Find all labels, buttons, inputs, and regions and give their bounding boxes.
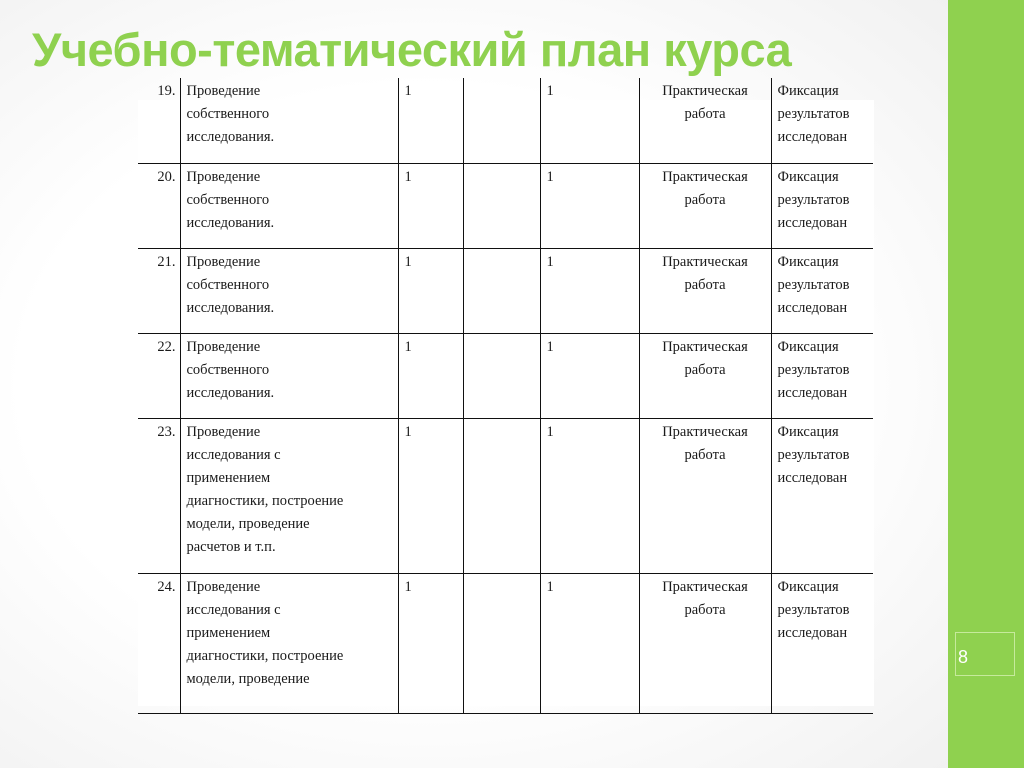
total-hours-cell [398,163,463,248]
form-line: Практическая [662,338,748,355]
topic-line: модели, проведение [186,670,310,687]
row-number-cell [138,248,180,333]
practice-value: 1 [546,578,554,595]
control-line: Фиксация [777,253,839,270]
practice-value: 1 [546,253,554,270]
total-value: 1 [404,578,412,595]
practice-value: 1 [546,168,554,185]
control-line: исследован [777,469,848,486]
plan-table-container [138,83,874,706]
lesson-form-cell [639,418,771,573]
topic-line: собственного [186,276,270,293]
topic-line: Проведение [186,83,261,99]
plan-table [138,78,873,714]
practice-value: 1 [546,83,554,99]
practice-value: 1 [546,423,554,440]
table-row [138,573,873,713]
num-value: 21. [157,253,176,270]
theory-hours-cell [463,573,540,713]
table-row [138,78,873,163]
control-line: результатов [777,106,850,122]
theory-hours-cell [463,78,540,163]
total-hours-cell [398,333,463,418]
topic-line: диагностики, построение [186,492,344,509]
topic-line: расчетов и т.п. [186,538,276,555]
topic-line: исследования. [186,299,275,316]
topic-line: применением [186,624,271,641]
total-hours-cell [398,248,463,333]
topic-line: исследования. [186,129,275,145]
lesson-form-cell [639,573,771,713]
topic-cell [180,78,398,163]
topic-cell [180,248,398,333]
control-line: исследован [777,299,848,316]
topic-line: исследования. [186,214,275,231]
control-line: Фиксация [777,338,839,355]
practice-hours-cell [540,78,639,163]
topic-cell [180,333,398,418]
num-value: 19. [157,83,176,99]
topic-line: исследования с [186,601,281,618]
control-form-cell [771,163,873,248]
row-number-cell [138,78,180,163]
table-row [138,248,873,333]
slide-title: Учебно-тематический план курса [32,23,792,76]
control-line: результатов [777,191,850,208]
theory-hours-cell [463,418,540,573]
control-line: результатов [777,601,850,618]
form-line: Практическая [662,168,748,185]
lesson-form-cell [639,163,771,248]
practice-hours-cell [540,418,639,573]
topic-cell [180,573,398,713]
total-value: 1 [404,338,412,355]
topic-line: исследования с [186,446,281,463]
form-line: работа [684,106,726,122]
practice-value: 1 [546,338,554,355]
form-line: работа [684,276,726,293]
num-value: 22. [157,338,176,355]
topic-line: собственного [186,106,270,122]
topic-line: Проведение [186,578,261,595]
lesson-form-cell [639,333,771,418]
row-number-cell [138,333,180,418]
control-form-cell [771,248,873,333]
control-line: результатов [777,446,850,463]
total-value: 1 [404,83,412,99]
form-line: работа [684,446,726,463]
total-hours-cell [398,418,463,573]
control-form-cell [771,333,873,418]
lesson-form-cell [639,78,771,163]
total-value: 1 [404,253,412,270]
num-value: 24. [157,578,176,595]
form-line: работа [684,601,726,618]
total-value: 1 [404,423,412,440]
topic-cell [180,418,398,573]
form-line: Практическая [662,83,748,99]
topic-line: собственного [186,191,270,208]
form-line: работа [684,361,726,378]
control-line: Фиксация [777,83,839,99]
total-hours-cell [398,573,463,713]
control-line: исследован [777,384,848,401]
page-number: 8 [955,632,1015,676]
form-line: работа [684,191,726,208]
topic-cell [180,163,398,248]
table-row [138,418,873,573]
row-number-cell [138,418,180,573]
theory-hours-cell [463,163,540,248]
form-line: Практическая [662,578,748,595]
theory-hours-cell [463,248,540,333]
topic-line: собственного [186,361,270,378]
form-line: Практическая [662,253,748,270]
control-form-cell [771,78,873,163]
topic-line: Проведение [186,168,261,185]
practice-hours-cell [540,573,639,713]
total-value: 1 [404,168,412,185]
practice-hours-cell [540,333,639,418]
practice-hours-cell [540,248,639,333]
table-row [138,333,873,418]
topic-line: исследования. [186,384,275,401]
control-line: исследован [777,129,848,145]
control-line: Фиксация [777,168,839,185]
control-line: результатов [777,361,850,378]
total-hours-cell [398,78,463,163]
control-form-cell [771,418,873,573]
table-row [138,163,873,248]
practice-hours-cell [540,163,639,248]
form-line: Практическая [662,423,748,440]
control-line: результатов [777,276,850,293]
control-line: Фиксация [777,578,839,595]
num-value: 23. [157,423,176,440]
control-line: Фиксация [777,423,839,440]
control-form-cell [771,573,873,713]
topic-line: применением [186,469,271,486]
lesson-form-cell [639,248,771,333]
row-number-cell [138,163,180,248]
row-number-cell [138,573,180,713]
topic-line: Проведение [186,253,261,270]
topic-line: Проведение [186,423,261,440]
theory-hours-cell [463,333,540,418]
control-line: исследован [777,214,848,231]
topic-line: Проведение [186,338,261,355]
topic-line: модели, проведение [186,515,310,532]
num-value: 20. [157,168,176,185]
topic-line: диагностики, построение [186,647,344,664]
control-line: исследован [777,624,848,641]
